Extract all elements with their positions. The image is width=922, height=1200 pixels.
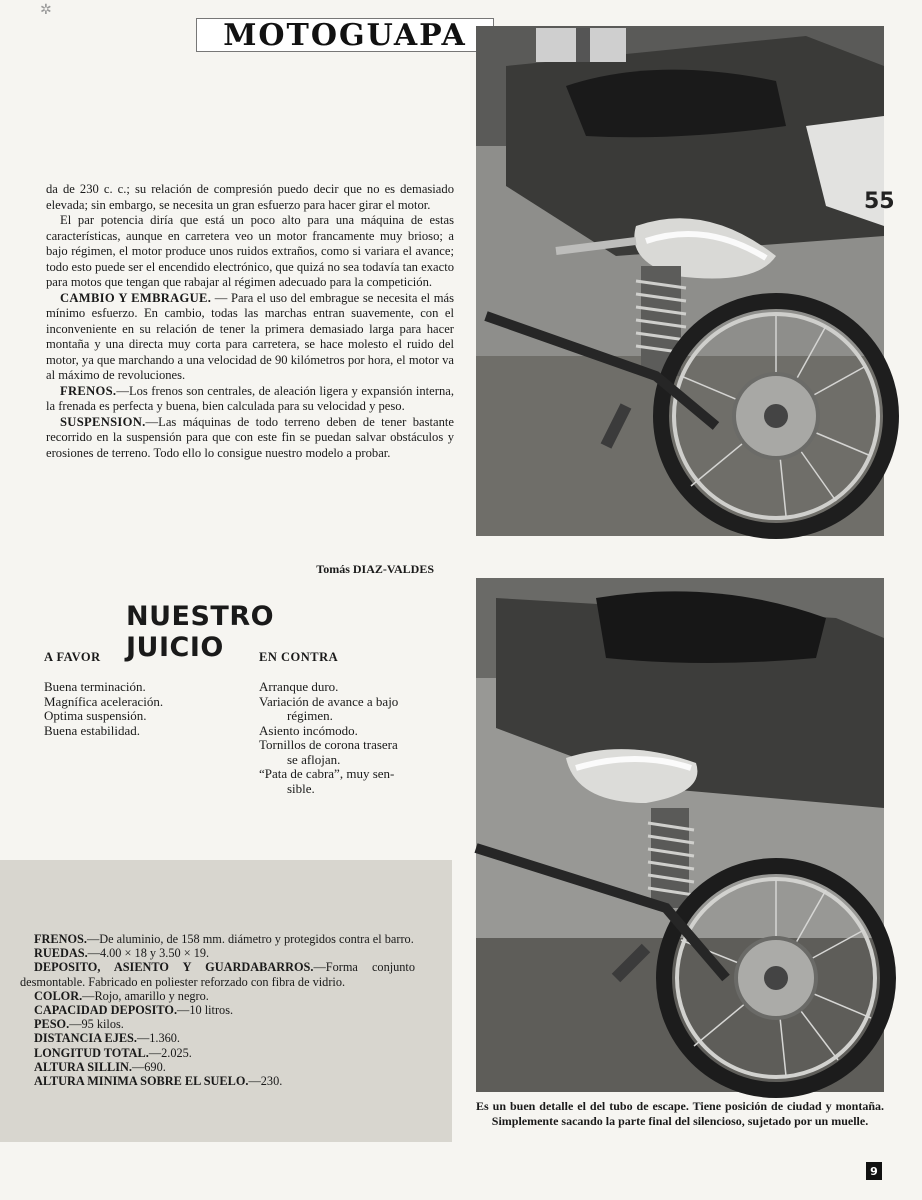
photo-caption: Es un buen detalle el del tubo de escape. Tiene posición de ciudad y montaña. Simplemente sacando la parte final del silencioso, sujetado por un muelle. — [476, 1099, 884, 1128]
motorcycle-photo-top-image — [476, 26, 895, 536]
verdict-title: NUESTRO JUICIO — [126, 601, 275, 663]
section-heading: SUSPENSION. — [60, 414, 146, 429]
page-number: 9 — [866, 1162, 882, 1180]
pros-item: Optima suspensión. — [44, 708, 147, 723]
section-text: — Para el uso del embrague se necesita el más mínimo esfuerzo. En cambio, todas las marchas entran suavemente, con el inconveniente en su relación de tener la primera demasiado larga para hacer montaña y una directa muy corta para carretera, se hace molesto el ruido del motor, ya que marchando a una velocidad de 90 kilómetros por hora, el motor va al máximo de revoluciones. — [46, 290, 454, 382]
cons-item: Variación de avance a bajo régimen. — [259, 693, 399, 723]
article-section-frenos — [46, 384, 454, 415]
author-byline: Tomás DIAZ-VALDES — [316, 562, 434, 576]
pros-item: Buena terminación. — [44, 679, 146, 694]
article-paragraph: El par potencia diría que está un poco alto para una máquina de estas características, aunque en carretera veo un motor francamente muy brioso; a bajo régimen, el motor produce unos ruidos extraños, como si variara el avance; todo esto puede ser el encendido electrónico, que quizá no sea todavía tan exacto para motos que tengan que rabajar al régimen adecuado para la competición. — [46, 213, 454, 289]
cons-item: Arranque duro. — [259, 679, 339, 694]
spec-item: RUEDAS.—4.00 × 18 y 3.50 × 19. — [34, 946, 210, 961]
spec-item: FRENOS.—De aluminio, de 158 mm. diámetro y protegidos contra el barro. — [34, 932, 414, 946]
magazine-logo: MOTOGUAPA — [196, 18, 494, 52]
spec-item: LONGITUD TOTAL.—2.025. — [34, 1045, 192, 1060]
article-body — [46, 182, 454, 461]
corner-ornament: ✲ — [40, 2, 52, 18]
article-paragraph: da de 230 c. c.; su relación de compresión puedo decir que no es demasiado elevada; sin embargo, se necesita un gran esfuerzo para hacer girar el motor. — [46, 182, 454, 212]
motorcycle-photo-top — [476, 26, 895, 536]
pros-list — [44, 680, 244, 738]
spec-item: COLOR.—Rojo, amarillo y negro. — [34, 988, 209, 1003]
spec-item: DEPOSITO, ASIENTO Y GUARDABARROS.—Forma conjunto desmontable. Fabricado en poliester reforzado con fibra de vidrio. — [20, 960, 415, 989]
spec-item: PESO.—95 kilos. — [34, 1017, 124, 1032]
spec-item: CAPACIDAD DEPOSITO.—10 litros. — [34, 1003, 234, 1018]
specs-list — [20, 932, 415, 1088]
section-heading: FRENOS. — [60, 383, 117, 398]
pros-item: Magnífica aceleración. — [44, 693, 164, 709]
spec-item: ALTURA SILLIN.—690. — [34, 1059, 166, 1074]
pros-heading: A FAVOR — [44, 650, 101, 664]
pros-item: Buena estabilidad. — [44, 722, 141, 738]
section-heading: CAMBIO Y EMBRAGUE. — [60, 290, 212, 305]
spec-item: DISTANCIA EJES.—1.360. — [34, 1031, 181, 1046]
section-text: —Los frenos son centrales, de aleación ligera y expansión interna, la frenada es perfecta y buena, bien calculada para su velocidad y peso. — [46, 383, 454, 413]
article-section-suspension — [46, 415, 454, 462]
cons-item: Tornillos de corona trasera se aflojan. — [259, 737, 398, 767]
spec-item: ALTURA MINIMA SOBRE EL SUELO.—230. — [34, 1074, 283, 1089]
motorcycle-photo-bottom — [476, 578, 884, 1092]
motorcycle-photo-bottom-image — [476, 578, 884, 1092]
section-text: —Las máquinas de todo terreno deben de tener bastante recorrido en la suspensión para que con este fin se puedan salvar obstáculos y erosiones de terreno. Todo ello lo consigue nuestro modelo a probar. — [46, 414, 454, 460]
number-plate-text: 55 — [864, 189, 895, 214]
cons-item: Asiento incómodo. — [259, 722, 358, 738]
cons-list — [259, 680, 454, 796]
cons-item: “Pata de cabra”, muy sen- sible. — [259, 766, 395, 796]
article-section-cambio — [46, 291, 454, 384]
cons-heading: EN CONTRA — [259, 650, 339, 664]
